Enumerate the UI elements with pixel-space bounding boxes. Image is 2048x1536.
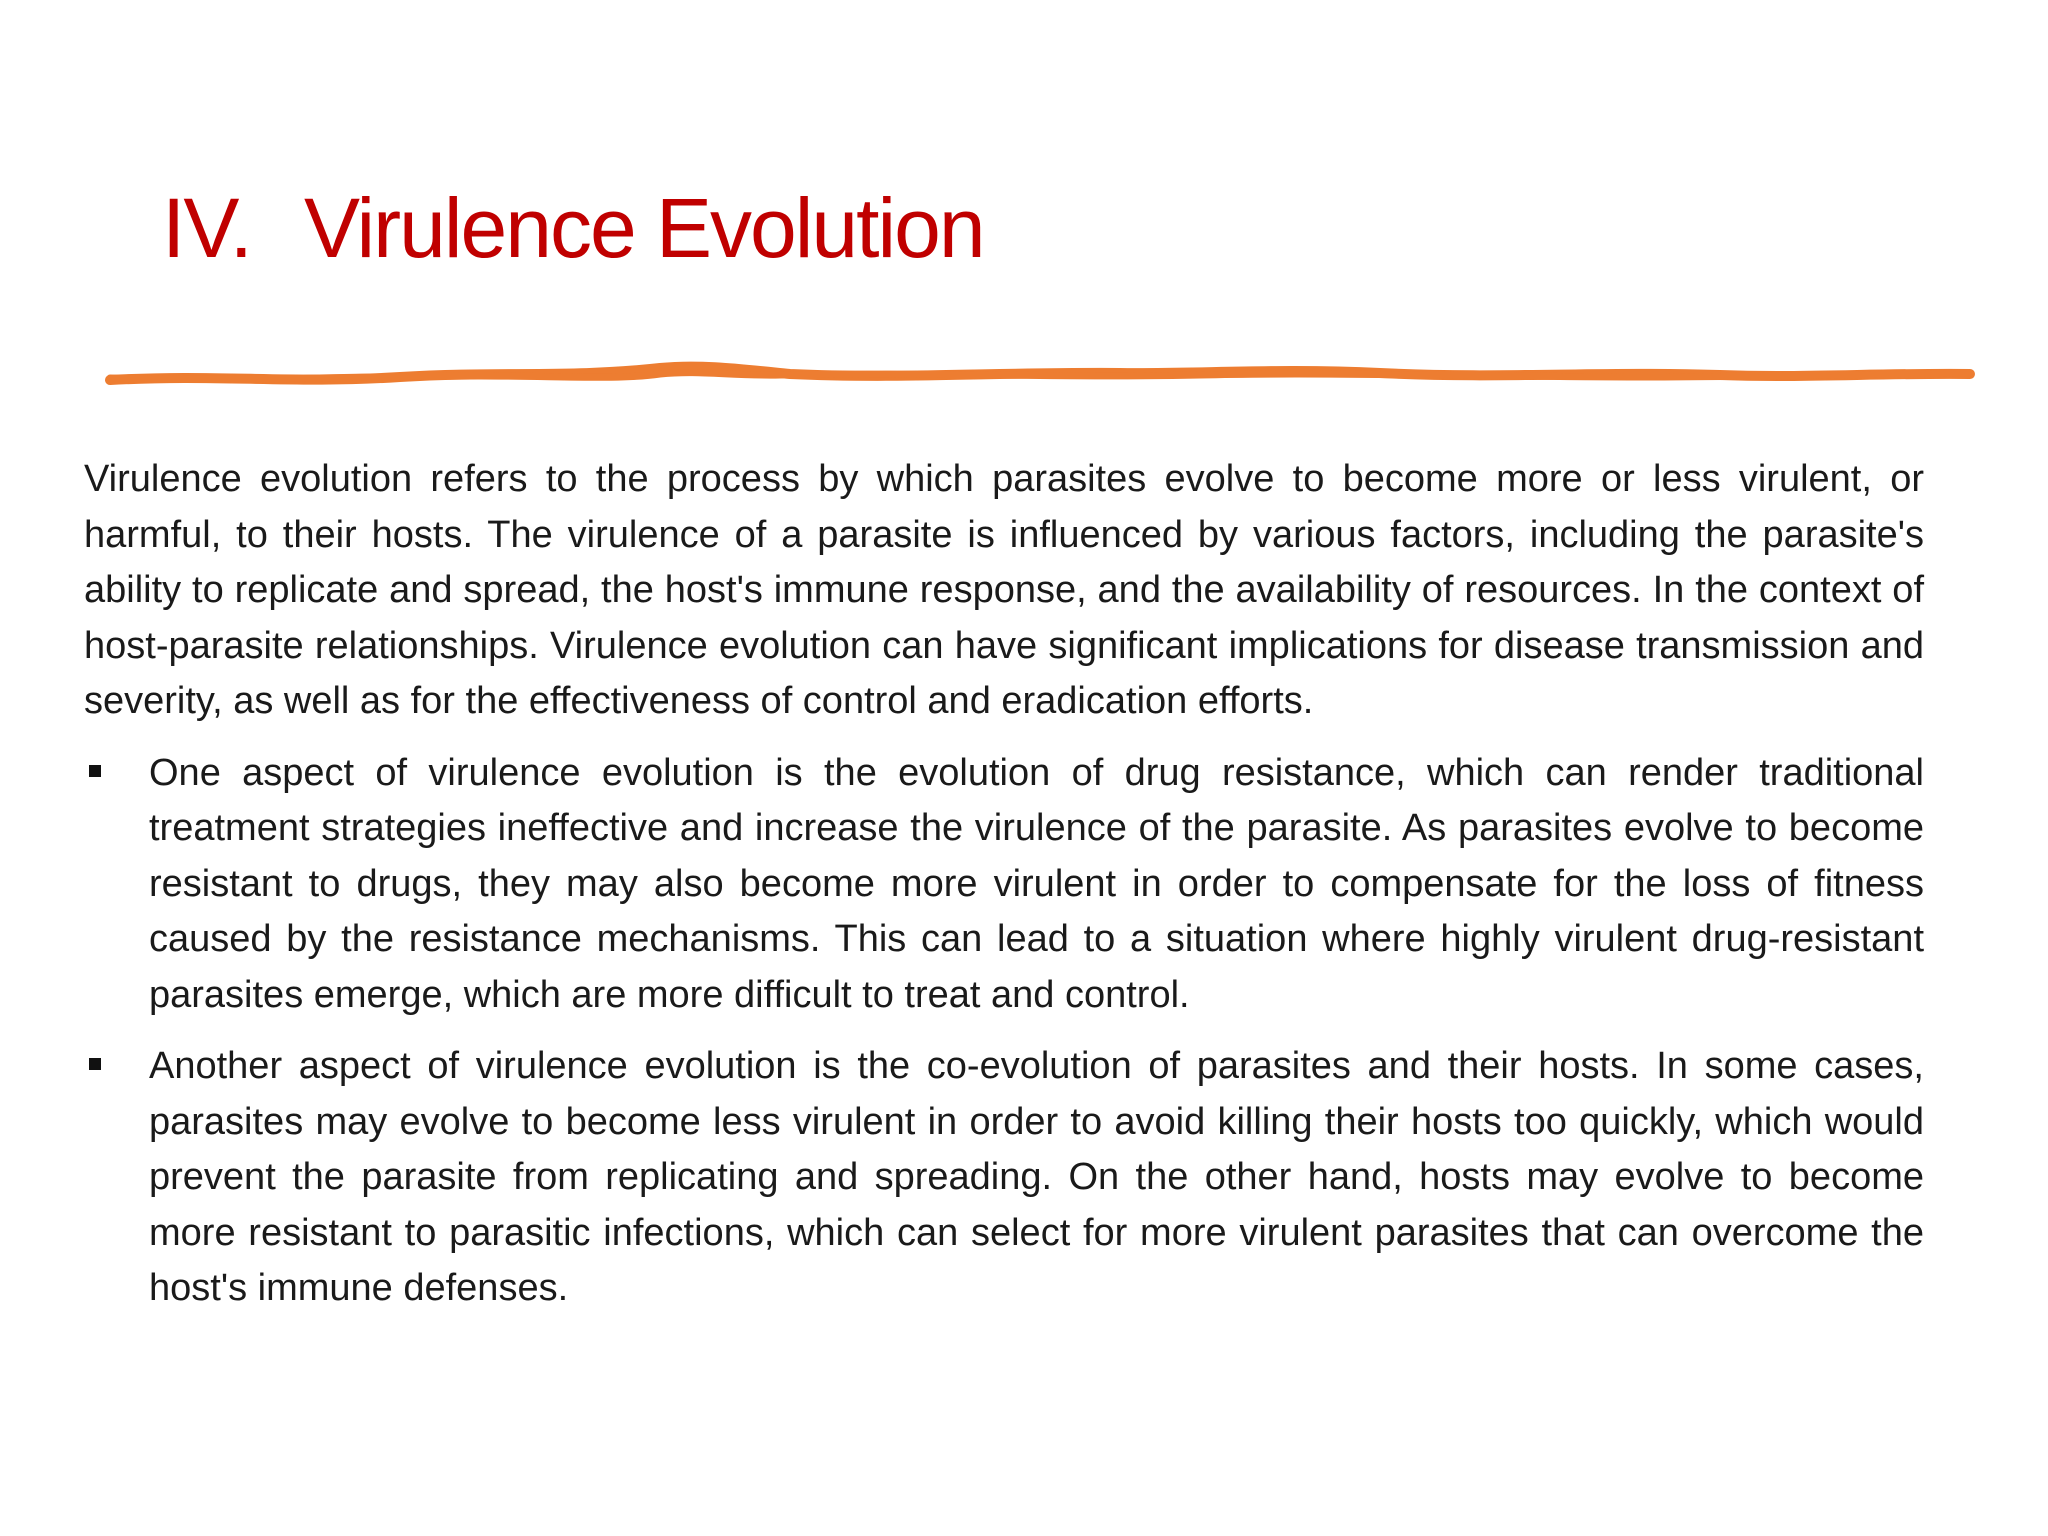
bullet-item [84, 1039, 1924, 1317]
slide-title [162, 178, 984, 278]
brush-divider [100, 360, 1980, 390]
intro-paragraph: Virulence evolution refers to the process by which parasites evolve to become more or less virulent, or harmful, to their hosts. The virulence of a parasite is influenced by various factors, including the parasite's ability to replicate and spread, the host's immune response, and the availability of resources. In the context of host-parasite relationships. Virulence evolution can have significant implications for disease transmission and severity, as well as for the effectiveness of control and eradication efforts. [84, 458, 1924, 722]
bullet-item [84, 746, 1924, 1024]
square-bullet-icon [89, 765, 101, 777]
bullet-text: Another aspect of virulence evolution is the co-evolution of parasites and their hosts. In some cases, parasites may evolve to become less virulent in order to avoid killing their hosts too quickly, which would prevent the parasite from replicating and spreading. On the other hand, hosts may evolve to become more resistant to parasitic infections, which can select for more virulent parasites that can overcome the host's immune defenses. [149, 1045, 1924, 1309]
body-content [84, 452, 1924, 1333]
square-bullet-icon [89, 1058, 101, 1070]
title-text: Virulence Evolution [304, 181, 984, 275]
section-number: IV. [162, 181, 251, 275]
bullet-list [84, 746, 1924, 1317]
bullet-text: One aspect of virulence evolution is the evolution of drug resistance, which can render traditional treatment strategies ineffective and increase the virulence of the parasite. As parasites evolve to become resistant to drugs, they may also become more virulent in order to compensate for the loss of fitness caused by the resistance mechanisms. This can lead to a situation where highly virulent drug-resistant parasites emerge, which are more difficult to treat and control. [149, 751, 1924, 1016]
